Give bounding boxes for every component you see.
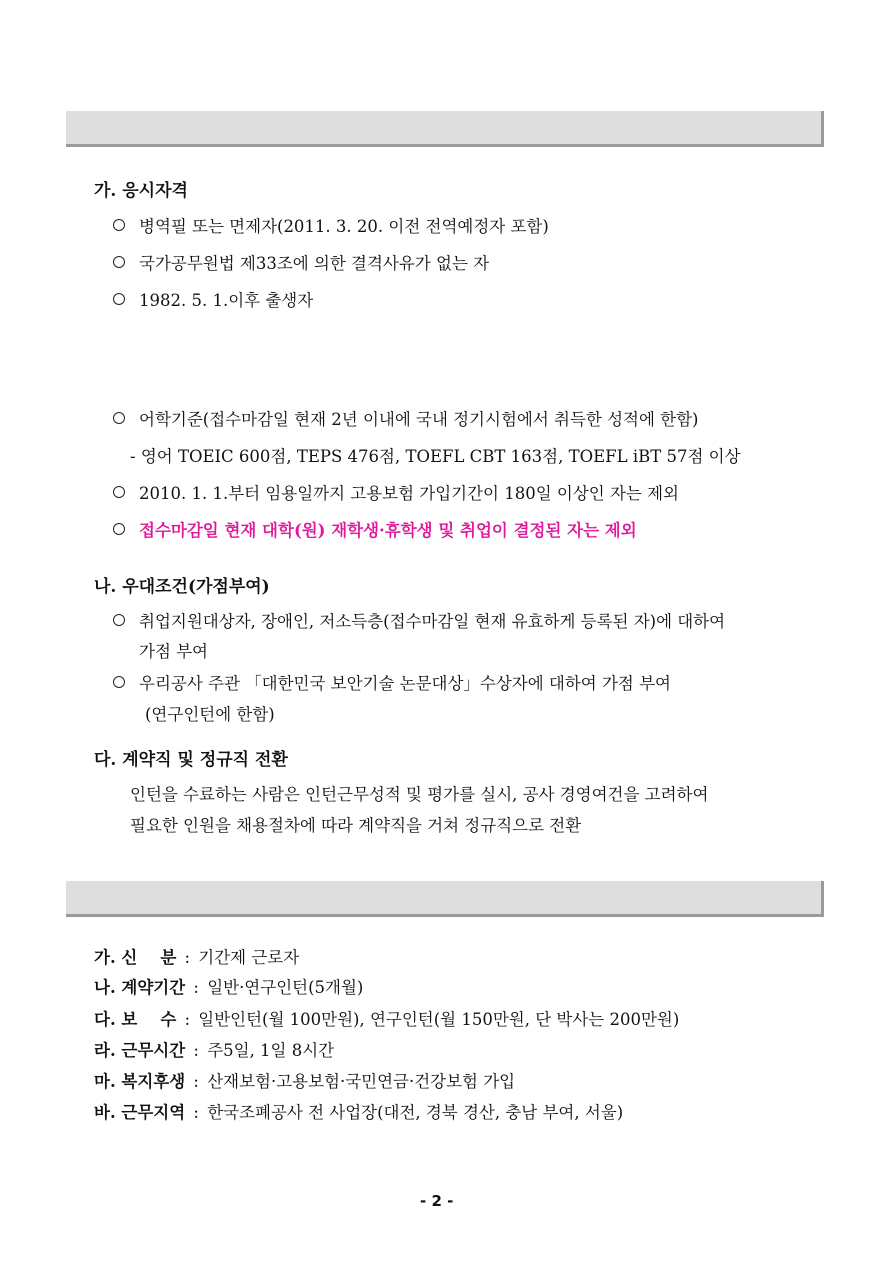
circle-bullet-icon: [113, 614, 125, 626]
qualification-heading: 가. 응시자격: [94, 181, 188, 201]
list-item: 2010. 1. 1.부터 임용일까지 고용보험 가입기간이 180일 이상인 자는 제외: [113, 480, 679, 504]
condition-row: 나. 계약기간 : 일반·연구인턴(5개월): [94, 978, 364, 997]
preference-heading: 나. 우대조건(가점부여): [94, 577, 270, 597]
circle-bullet-icon: [113, 219, 125, 231]
circle-bullet-icon: [113, 486, 125, 498]
language-score-subitem: - 영어 TOEIC 600점, TEPS 476점, TOEFL CBT 163점, TOEFL iBT 57점 이상: [130, 447, 741, 466]
contract-paragraph-line: 인턴을 수료하는 사람은 인턴근무성적 및 평가를 실시, 공사 경영여건을 고려하여: [130, 785, 709, 804]
contract-paragraph-line: 필요한 인원을 채용절차에 따라 계약직을 거쳐 정규직으로 전환: [130, 816, 582, 835]
condition-row: 다. 보 수 : 일반인턴(월 100만원), 연구인턴(월 150만원, 단 박사는 200만원): [94, 1010, 680, 1029]
circle-bullet-icon: [113, 256, 125, 268]
circle-bullet-icon: [113, 676, 125, 688]
page-number: - 2 -: [420, 1192, 454, 1210]
circle-bullet-icon: [113, 412, 125, 424]
list-item-continuation: 가점 부여: [139, 642, 209, 661]
list-item: 취업지원대상자, 장애인, 저소득층(접수마감일 현재 유효하게 등록된 자)에 대하여: [113, 608, 725, 632]
section-header-bar-1: [66, 111, 824, 147]
list-item: 국가공무원법 제33조에 의한 결격사유가 없는 자: [113, 250, 489, 274]
circle-bullet-icon: [113, 293, 125, 305]
list-item: 1982. 5. 1.이후 출생자: [113, 287, 313, 311]
condition-row: 마. 복지후생 : 산재보험·고용보험·국민연금·건강보험 가입: [94, 1072, 516, 1091]
condition-row: 가. 신 분 : 기간제 근로자: [94, 948, 300, 967]
list-item: 어학기준(접수마감일 현재 2년 이내에 국내 정기시험에서 취득한 성적에 한함): [113, 406, 698, 430]
section-header-bar-2: [66, 881, 824, 917]
circle-bullet-icon: [113, 523, 125, 535]
condition-row: 바. 근무지역 : 한국조폐공사 전 사업장(대전, 경북 경산, 충남 부여, 서울): [94, 1103, 624, 1122]
condition-row: 라. 근무시간 : 주5일, 1일 8시간: [94, 1041, 335, 1060]
list-item: 우리공사 주관 「대한민국 보안기술 논문대상」수상자에 대하여 가점 부여: [113, 670, 671, 694]
list-item: 병역필 또는 면제자(2011. 3. 20. 이전 전역예정자 포함): [113, 213, 549, 237]
highlight-list-item: 접수마감일 현재 대학(원) 재학생·휴학생 및 취업이 결정된 자는 제외: [113, 517, 637, 541]
contract-heading: 다. 계약직 및 정규직 전환: [94, 750, 288, 770]
list-item-continuation: (연구인턴에 한함): [145, 705, 275, 724]
